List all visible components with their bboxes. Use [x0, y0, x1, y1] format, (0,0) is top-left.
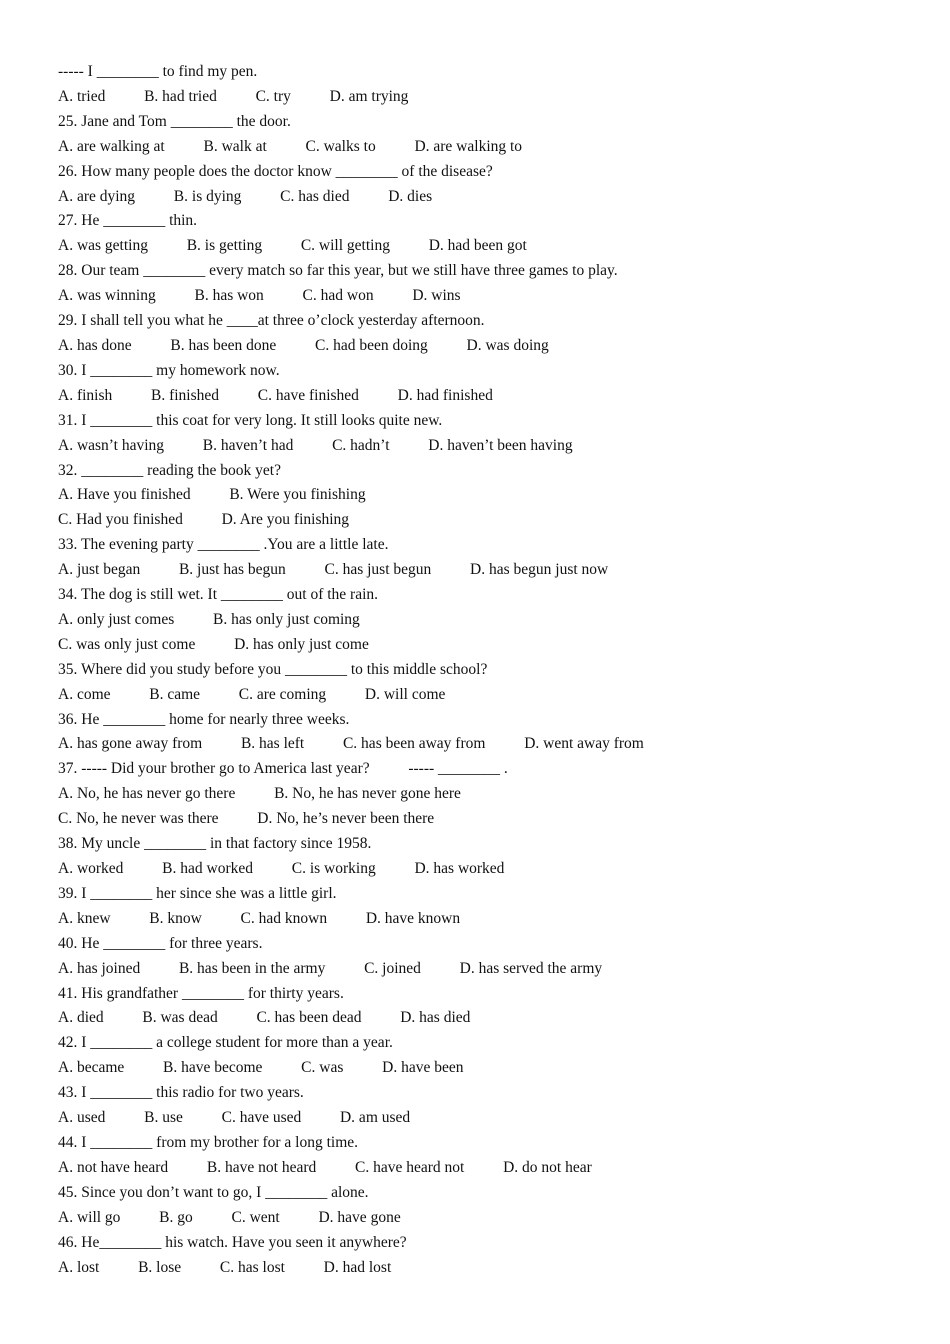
options-line: A. has gone away from B. has left C. has been away from D. went away from [58, 735, 644, 753]
question-line: 35. Where did you study before you ________ to this middle school? [58, 660, 488, 678]
question-line: 44. I ________ from my brother for a long time. [58, 1133, 359, 1151]
question-line: 39. I ________ her since she was a little girl. [58, 884, 337, 902]
options-line: A. worked B. had worked C. is working D. has worked [58, 860, 505, 877]
options-line: A. tried B. had tried C. try D. am trying [58, 87, 409, 105]
options-line: A. are walking at B. walk at C. walks to D. are walking to [58, 137, 523, 155]
options-line: A. died B. was dead C. has been dead D. has died [58, 1009, 471, 1027]
question-line: 43. I ________ this radio for two years. [58, 1084, 304, 1102]
options-line: C. No, he never was there D. No, he’s never been there [58, 810, 435, 828]
options-line: A. are dying B. is dying C. has died D. dies [58, 187, 433, 205]
options-line: A. No, he has never go there B. No, he has never gone here [58, 785, 461, 803]
options-line: A. only just comes B. has only just coming [58, 610, 360, 628]
question-line: 32. ________ reading the book yet? [58, 461, 281, 479]
options-line: A. Have you finished B. Were you finishing [58, 486, 366, 504]
options-line: A. was winning B. has won C. had won D. wins [58, 287, 461, 305]
question-line: 33. The evening party ________ .You are a little late. [58, 536, 389, 554]
question-line: 27. He ________ thin. [58, 212, 198, 230]
question-line: 25. Jane and Tom ________ the door. [58, 112, 291, 130]
options-line: C. Had you finished D. Are you finishing [58, 511, 350, 529]
question-line: 34. The dog is still wet. It ________ out of the rain. [58, 586, 379, 604]
options-line: A. finish B. finished C. have finished D. had finished [58, 386, 493, 404]
question-line: 30. I ________ my homework now. [58, 361, 280, 379]
options-line: A. not have heard B. have not heard C. have heard not D. do not hear [58, 1158, 592, 1176]
question-line: 38. My uncle ________ in that factory since 1958. [58, 835, 372, 853]
question-line: 37. ----- Did your brother go to America last year? ----- ________ . [58, 760, 508, 778]
question-line: 26. How many people does the doctor know ________ of the disease? [58, 162, 493, 180]
options-line: A. come B. came C. are coming D. will come [58, 685, 446, 703]
question-line: 42. I ________ a college student for more than a year. [58, 1034, 393, 1052]
question-line: 29. I shall tell you what he ____at three o’clock yesterday afternoon. [58, 312, 485, 330]
options-line: A. wasn’t having B. haven’t had C. hadn’t D. haven’t been having [58, 436, 573, 454]
options-line: A. just began B. just has begun C. has just begun D. has begun just now [58, 561, 609, 579]
question-line: 28. Our team ________ every match so far this year, but we still have three games to play. [58, 262, 618, 280]
options-line: A. has done B. has been done C. had been doing D. was doing [58, 336, 549, 354]
options-line: A. has joined B. has been in the army C. joined D. has served the army [58, 959, 603, 977]
question-line: 46. He________ his watch. Have you seen it anywhere? [58, 1233, 407, 1251]
worksheet-page [58, 60, 918, 1280]
question-line: 40. He ________ for three years. [58, 934, 263, 952]
options-line: A. used B. use C. have used D. am used [58, 1109, 411, 1127]
question-line: 36. He ________ home for nearly three weeks. [58, 710, 350, 728]
question-line: 31. I ________ this coat for very long. It still looks quite new. [58, 411, 443, 429]
options-line: A. became B. have become C. was D. have been [58, 1059, 464, 1077]
options-line: A. knew B. know C. had known D. have known [58, 909, 461, 927]
options-line: A. lost B. lose C. has lost D. had lost [58, 1258, 392, 1276]
question-line: ----- I ________ to find my pen. [58, 63, 258, 80]
options-line: A. was getting B. is getting C. will getting D. had been got [58, 237, 527, 255]
options-line: C. was only just come D. has only just come [58, 635, 369, 653]
question-line: 45. Since you don’t want to go, I ________ alone. [58, 1183, 369, 1201]
question-line: 41. His grandfather ________ for thirty years. [58, 984, 344, 1002]
options-line: A. will go B. go C. went D. have gone [58, 1208, 401, 1226]
